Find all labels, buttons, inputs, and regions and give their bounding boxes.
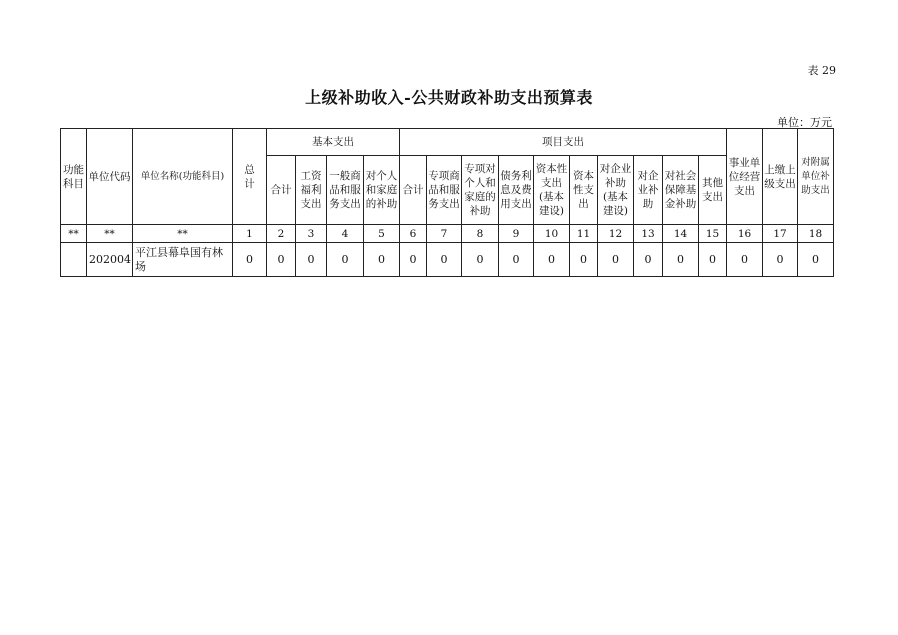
cell-value: 0: [570, 243, 598, 277]
index-cell: **: [61, 225, 87, 243]
header-project-total: 合计: [400, 156, 427, 225]
header-unit-code: 单位代码: [87, 129, 133, 225]
cell-value: 0: [427, 243, 462, 277]
index-cell: **: [87, 225, 133, 243]
cell-value: 0: [663, 243, 699, 277]
cell-value: 0: [327, 243, 364, 277]
index-cell: 15: [699, 225, 727, 243]
index-cell: 17: [763, 225, 798, 243]
cell-value: 0: [634, 243, 663, 277]
index-cell: 14: [663, 225, 699, 243]
cell-value: 0: [727, 243, 763, 277]
header-unit-name: 单位名称(功能科目): [133, 129, 233, 225]
cell-value: 0: [699, 243, 727, 277]
cell-value: 0: [499, 243, 534, 277]
index-cell: 6: [400, 225, 427, 243]
cell-value: 0: [534, 243, 570, 277]
index-cell: 18: [798, 225, 834, 243]
cell-value: 0: [296, 243, 327, 277]
table-row: [61, 243, 834, 277]
cell-value: 0: [763, 243, 798, 277]
header-basic-household-subsidy: 对个人和家庭的补助: [364, 156, 400, 225]
header-project-debt-interest: 债务利息及费用支出: [499, 156, 534, 225]
header-project-capital-construction: 资本性支出(基本建设): [534, 156, 570, 225]
cell-value: 0: [267, 243, 296, 277]
index-cell: 11: [570, 225, 598, 243]
header-basic-total: 合计: [267, 156, 296, 225]
cell-value: 0: [598, 243, 634, 277]
index-cell: 12: [598, 225, 634, 243]
header-project-capital: 资本性支出: [570, 156, 598, 225]
index-cell: 10: [534, 225, 570, 243]
budget-table: [60, 128, 834, 277]
header-turn-over: 上缴上级支出: [763, 129, 798, 225]
index-cell: **: [133, 225, 233, 243]
index-cell: 7: [427, 225, 462, 243]
index-cell: 1: [233, 225, 267, 243]
unit-label: 单位：万元: [777, 116, 832, 129]
cell-value: 0: [462, 243, 499, 277]
index-cell: 5: [364, 225, 400, 243]
cell-value: 0: [364, 243, 400, 277]
header-project-household-subsidy: 专项对个人和家庭的补助: [462, 156, 499, 225]
index-cell: 16: [727, 225, 763, 243]
index-cell: 13: [634, 225, 663, 243]
header-project-other: 其他支出: [699, 156, 727, 225]
cell-func-subject: [61, 243, 87, 277]
cell-unit-code: 202004: [87, 243, 133, 277]
index-row: [61, 225, 834, 243]
header-public-operation: 事业单位经营支出: [727, 129, 763, 225]
index-cell: 8: [462, 225, 499, 243]
header-func-subject: 功能科目: [61, 129, 87, 225]
cell-value: 0: [798, 243, 834, 277]
index-cell: 3: [296, 225, 327, 243]
header-basic-wages: 工资福利支出: [296, 156, 327, 225]
header-project-enterprise-subsidy: 对企业补助: [634, 156, 663, 225]
cell-value: 0: [233, 243, 267, 277]
header-basic-goods-services: 一般商品和服务支出: [327, 156, 364, 225]
header-project-group: 项目支出: [400, 129, 727, 156]
header-project-goods-services: 专项商品和服务支出: [427, 156, 462, 225]
index-cell: 2: [267, 225, 296, 243]
table-number: 表 29: [807, 64, 836, 77]
index-cell: 4: [327, 225, 364, 243]
header-affiliated-subsidy: 对附属单位补助支出: [798, 129, 834, 225]
cell-value: 0: [400, 243, 427, 277]
cell-unit-name: 平江县幕阜国有林场: [133, 243, 233, 277]
header-project-social-security: 对社会保障基金补助: [663, 156, 699, 225]
header-project-enterprise-construction: 对企业补助(基本建设): [598, 156, 634, 225]
header-total: 总 计: [233, 129, 267, 225]
header-basic-group: 基本支出: [267, 129, 400, 156]
page-title: 上级补助收入-公共财政补助支出预算表: [305, 88, 593, 107]
index-cell: 9: [499, 225, 534, 243]
